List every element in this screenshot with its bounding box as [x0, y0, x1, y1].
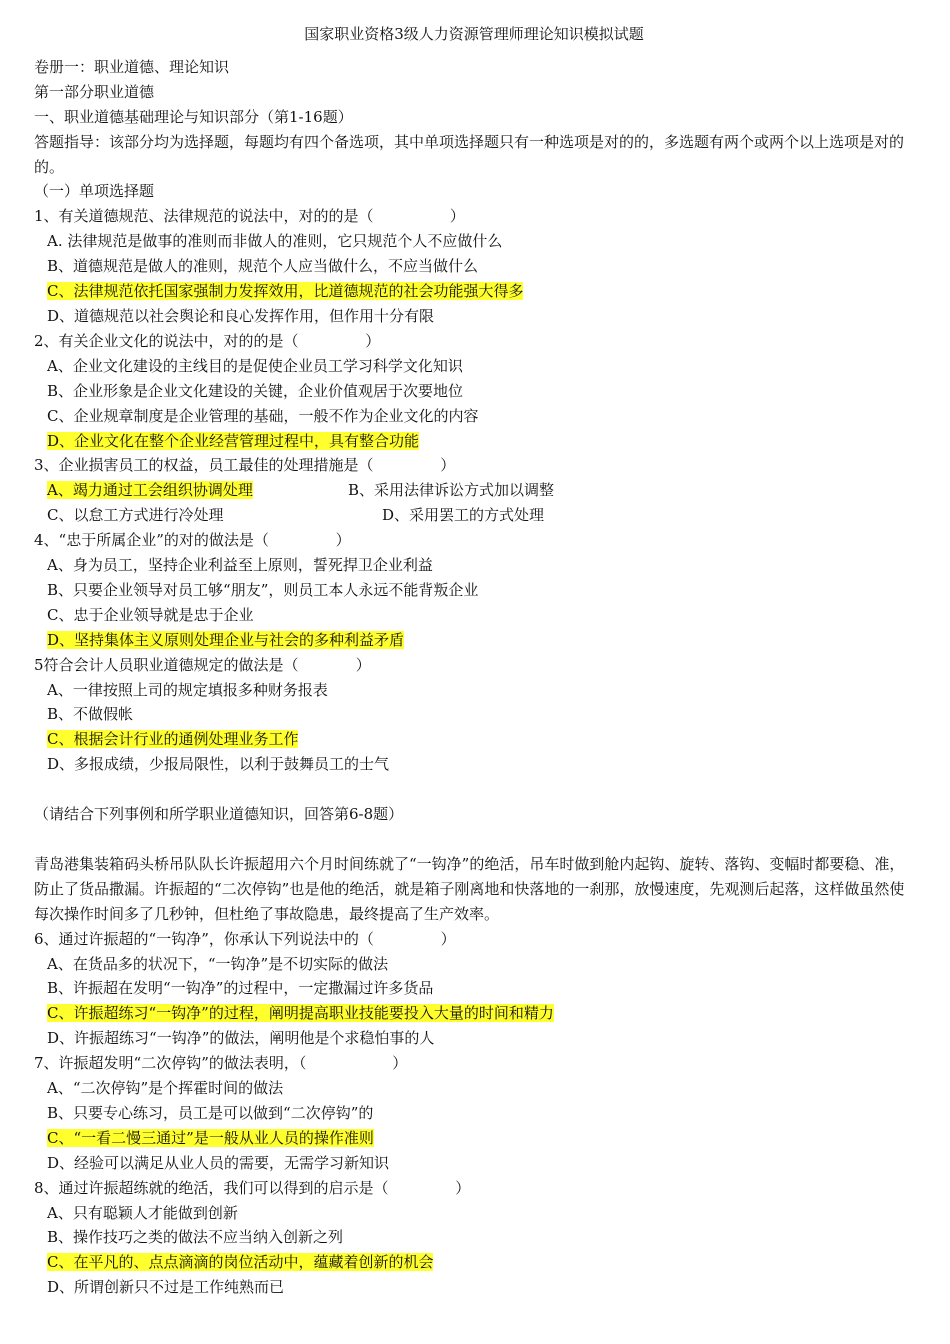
- question-4-stem: 4、“忠于所属企业”的对的做法是（ ）: [34, 531, 351, 550]
- highlighted-answer: D、坚持集体主义原则处理企业与社会的多种利益矛盾: [47, 630, 405, 649]
- case-note: （请结合下列事例和所学职业道德知识，回答第6-8题）: [34, 805, 404, 824]
- question-3-stem: 3、企业损害员工的权益，员工最佳的处理措施是（ ）: [34, 456, 456, 475]
- question-3-option-b: B、采用法律诉讼方式加以调整: [348, 481, 555, 500]
- question-5-option-c: [34, 727, 914, 752]
- section-heading: （一）单项选择题: [34, 182, 155, 201]
- question-1-stem: 1、有关道德规范、法律规范的说法中，对的的是（ ）: [34, 207, 465, 226]
- question-1-option-a: A. 法律规范是做事的准则而非做人的准则，它只规范个人不应做什么: [47, 232, 503, 251]
- document-title: 国家职业资格3级人力资源管理师理论知识模拟试题: [304, 25, 644, 43]
- highlighted-answer: C、“一看二慢三通过”是一般从业人员的操作准则: [47, 1128, 374, 1147]
- subsection-heading: 一、职业道德基础理论与知识部分（第1-16题）: [34, 107, 353, 126]
- question-2-option-c: C、企业规章制度是企业管理的基础，一般不作为企业文化的内容: [47, 406, 479, 425]
- question-7-option-c: [34, 1126, 914, 1151]
- question-7-option-a: A、“二次停钩”是个挥霍时间的做法: [47, 1079, 284, 1098]
- question-8-option-d: D、所谓创新只不过是工作纯熟而已: [47, 1278, 285, 1297]
- question-2-option-a: A、企业文化建设的主线目的是促使企业员工学习科学文化知识: [47, 356, 463, 375]
- question-3-options-row-1: [34, 478, 914, 503]
- highlighted-answer: C、根据会计行业的通例处理业务工作: [47, 730, 299, 749]
- highlighted-answer: D、企业文化在整个企业经营管理过程中，具有整合功能: [47, 431, 420, 450]
- question-1-option-c: [34, 279, 914, 304]
- question-6-stem: 6、通过许振超的“一钩净”，你承认下列说法中的（ ）: [34, 929, 456, 948]
- question-3-options-row-2: [34, 503, 914, 528]
- question-1-option-d: D、道德规范以社会舆论和良心发挥作用，但作用十分有限: [47, 306, 435, 325]
- question-6-option-a: A、在货品多的状况下，“一钩净”是不切实际的做法: [47, 954, 389, 973]
- question-5-option-d: D、多报成绩，少报局限性，以利于鼓舞员工的士气: [47, 755, 390, 774]
- question-8-option-b: B、操作技巧之类的做法不应当纳入创新之列: [47, 1228, 344, 1247]
- question-3-option-c: C、以怠工方式进行冷处理: [47, 506, 224, 525]
- question-2-option-d: [34, 429, 914, 454]
- part-heading: 第一部分职业道德: [34, 82, 155, 101]
- question-5-option-a: A、一律按照上司的规定填报多种财务报表: [47, 680, 328, 699]
- case-paragraph: 青岛港集装箱码头桥吊队队长许振超用六个月时间练就了“一钩净”的绝活，吊车时做到舱内起钩、旋转、落钩、变幅时都要稳、准，防止了货品撒漏。许振超的“二次停钩”也是他的绝活，就是箱子刚离地和快落地的一刹那，放慢速度，先观测后起落，这样做虽然使每次操作时间多了几秒钟，但杜绝了事故隐患，最终提高了生产效率。: [34, 854, 905, 923]
- question-8-stem: 8、通过许振超练就的绝活，我们可以得到的启示是（ ）: [34, 1178, 471, 1197]
- question-7-option-b: B、只要专心练习，员工是可以做到“二次停钩”的: [47, 1103, 374, 1122]
- question-8-option-a: A、只有聪颖人才能做到创新: [47, 1203, 238, 1222]
- highlighted-answer: C、法律规范依托国家强制力发挥效用，比道德规范的社会功能强大得多: [47, 282, 524, 301]
- question-6-option-c: [34, 1001, 914, 1026]
- question-4-option-d: [34, 628, 914, 653]
- highlighted-answer: C、许振超练习“一钩净”的过程，阐明提高职业技能要投入大量的时间和精力: [47, 1004, 554, 1023]
- question-7-stem: 7、许振超发明“二次停钩”的做法表明，（ ）: [34, 1054, 408, 1073]
- question-3-option-d: D、采用罢工的方式处理: [382, 506, 545, 525]
- question-2-option-b: B、企业形象是企业文化建设的关键，企业价值观居于次要地位: [47, 381, 464, 400]
- document-page: [34, 22, 914, 1300]
- highlighted-answer: A、竭力通过工会组织协调处理: [47, 481, 253, 500]
- question-2-stem: 2、有关企业文化的说法中，对的的是（ ）: [34, 331, 381, 350]
- question-5-stem: 5符合会计人员职业道德规定的做法是（ ）: [34, 655, 371, 674]
- answer-instruction: 答题指导：该部分均为选择题，每题均有四个备选项，其中单项选择题只有一种选项是对的的，多选题有两个或两个以上选项是对的的。: [34, 132, 905, 176]
- question-7-option-d: D、经验可以满足从业人员的需要，无需学习新知识: [47, 1153, 390, 1172]
- question-4-option-a: A、身为员工，坚持企业利益至上原则，誓死捍卫企业利益: [47, 556, 433, 575]
- question-4-option-b: B、只要企业领导对员工够“朋友”，则员工本人永远不能背叛企业: [47, 580, 479, 599]
- question-1-option-b: B、道德规范是做人的准则，规范个人应当做什么，不应当做什么: [47, 257, 479, 276]
- question-6-option-d: D、许振超练习“一钩净”的做法，阐明他是个求稳怕事的人: [47, 1029, 435, 1048]
- volume-heading: 卷册一：职业道德、理论知识: [34, 57, 230, 76]
- question-6-option-b: B、许振超在发明“一钩净”的过程中，一定撒漏过许多货品: [47, 979, 434, 998]
- highlighted-answer: C、在平凡的、点点滴滴的岗位活动中，蕴藏着创新的机会: [47, 1253, 434, 1272]
- question-5-option-b: B、不做假帐: [47, 705, 134, 724]
- question-4-option-c: C、忠于企业领导就是忠于企业: [47, 605, 254, 624]
- question-8-option-c: [34, 1250, 914, 1275]
